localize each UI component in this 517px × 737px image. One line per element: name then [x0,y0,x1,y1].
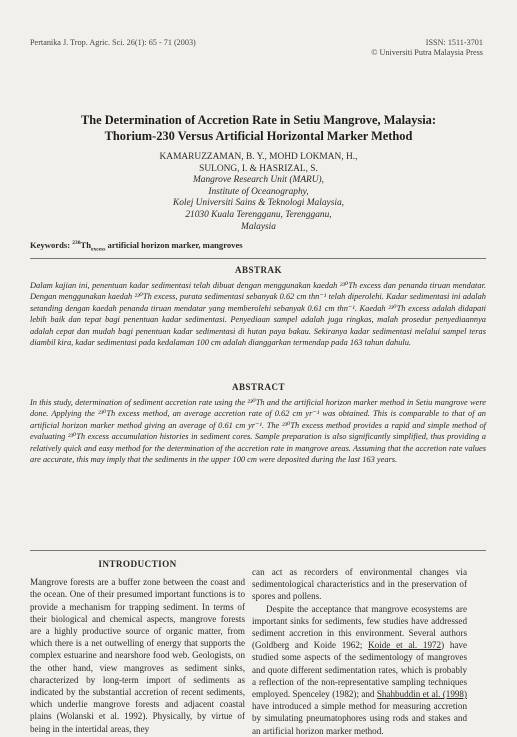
abstrak-text: Dalam kajian ini, penentuan kadar sedimentasi telah dibuat dengan menggunakan kaedah ²³⁰Th excess dan penanda tiruan mendatar. Dengan menggunakan kaedah ²³⁰Th excess, purata sedimentasi sebanyak 0.62 cm thn⁻¹ telah diperolehi. Kadar sedimentasi ini adalah setanding dengan kaedah penanda tiruan mendatar yang memberolehi sebanyak 0.61 cm thn⁻¹. Kaedah ²³⁰Th excess adalah didapati lebih baik dan tepat bagi penentuan kadar sedimentasi. Penyediaan sampel adalah juga ringkas, malah prosedur penyediaannya adalah cepat dan mudah bagi penentuan kadar sedimentasi di hutan paya bakau. Sekiranya kadar sedimentasi melalui sampel teras diambil kira, kadar sedimentasi pada kedalaman 100 cm adalah dianggarkan termendap pada 163 tahun dahulu. [30,281,486,348]
keywords-subscript: excess [91,246,106,253]
keywords-isotope: 230 [72,240,81,247]
title-line-2: Thorium-230 Versus Artificial Horizontal Marker Method [104,129,413,143]
divider [30,550,486,551]
authors-line-2: SULONG, I. & HASRIZAL, S. [199,163,318,174]
intro-paragraph-cont: can act as recorders of environmental changes via sedimentological characteristics and in the preservation of spores and pollens. [252,567,467,602]
divider [30,258,486,259]
intro-paragraph-2 [252,603,467,737]
affiliation-5: Malaysia [241,221,276,232]
keywords-list: artificial horizon marker, mangroves [105,240,243,250]
affiliation-2: Institute of Oceanography, [208,186,309,197]
journal-citation: Pertanika J. Trop. Agric. Sci. 26(1): 65 - 71 (2003) [30,38,196,47]
affiliation-1: Mangrove Research Unit (MARU), [192,175,325,186]
intro-right-column [252,566,467,737]
keywords [30,240,243,253]
issn: ISSN: 1511-3701 [425,38,483,47]
keywords-label: Keywords: [30,240,71,250]
keywords-symbol: Th [80,240,92,250]
paper-title [20,112,497,144]
authors-line-1: KAMARUZZAMAN, B. Y., MOHD LOKMAN, H., [159,152,358,162]
intro-p2-text-b: ) have studied some aspects of the sedimentology of mangroves and quote different sedimentation rates, which is probably a reflection of the non-representative sampling techniques employed. Spenceley (1982); and [252,640,468,700]
citation-link-shahbuddin[interactable]: Shahbuddin et al. (1998) [376,689,467,700]
citation-link-koide[interactable]: Koide et al. 1972 [368,640,442,651]
intro-p2-text-a: Despite the acceptance that mangrove ecosystems are important sinks for sediments, few studies have addressed sediment accretion in this environment. Several authors (Goldberg and Koide 1962; [252,603,467,651]
affiliation-4: 21030 Kuala Terengganu, Terengganu, [185,209,332,220]
intro-left-column [30,558,245,735]
abstract-text: In this study, determination of sediment accretion rate using the ²³⁰Th and the artificial horizon marker method in Setiu mangrove were done. Applying the ²³⁰Th excess method, an average accretion rate of 0.62 cm yr⁻¹ was obtained. This is comparable to that of an artificial horizon marker method giving an average of 0.61 cm yr⁻¹. The ²³⁰Th excess method provides a rapid and simple method of evaluating ²³⁰Th excess accumulation histories in sediment cores. Sample preparation is also significantly simplified, thus providing a relatively quick and easy method for the determination of the accretion rate in mangrove areas. Assuming that the accretion rate values are accurate, this may imply that the sediments in the upper 100 cm were deposited during the last 163 years. [30,398,486,465]
affiliation-3: Kolej Universiti Sains & Teknologi Malaysia, [172,198,344,209]
intro-paragraph-1: Mangrove forests are a buffer zone between the coast and the ocean. One of their presumed important functions is to provide a mechanism for trapping sediment. In terms of their biological and chemical aspects, mangrove forests are a highly productive source of organic matter, from which there is a net outwelling of energy that supports the complex estuarine and nearshore food web. Geologists, on the other hand, view mangroves as sediment sinks, characterized by long-term import of sediments as indicated by the substantial accretion of recent sediments, which underlie mangrove forests and adjacent coastal plains (Wolanski et al. 1992). Physically, by virtue of being in the intertidal areas, they [30,577,245,734]
abstract-heading: ABSTRACT [231,382,285,392]
journal-issn-block [371,38,483,58]
intro-p2-text-c: have introduced a simple method for measuring accretion by simulating pneumatophores using rods and stakes and an artificial horizon marker method. [252,701,467,736]
author-block [20,152,497,233]
introduction-heading: INTRODUCTION [98,559,177,569]
abstrak-heading: ABSTRAK [234,265,282,275]
publisher: © Universiti Putra Malaysia Press [371,48,483,57]
title-line-1: The Determination of Accretion Rate in Setiu Mangrove, Malaysia: [80,113,437,127]
